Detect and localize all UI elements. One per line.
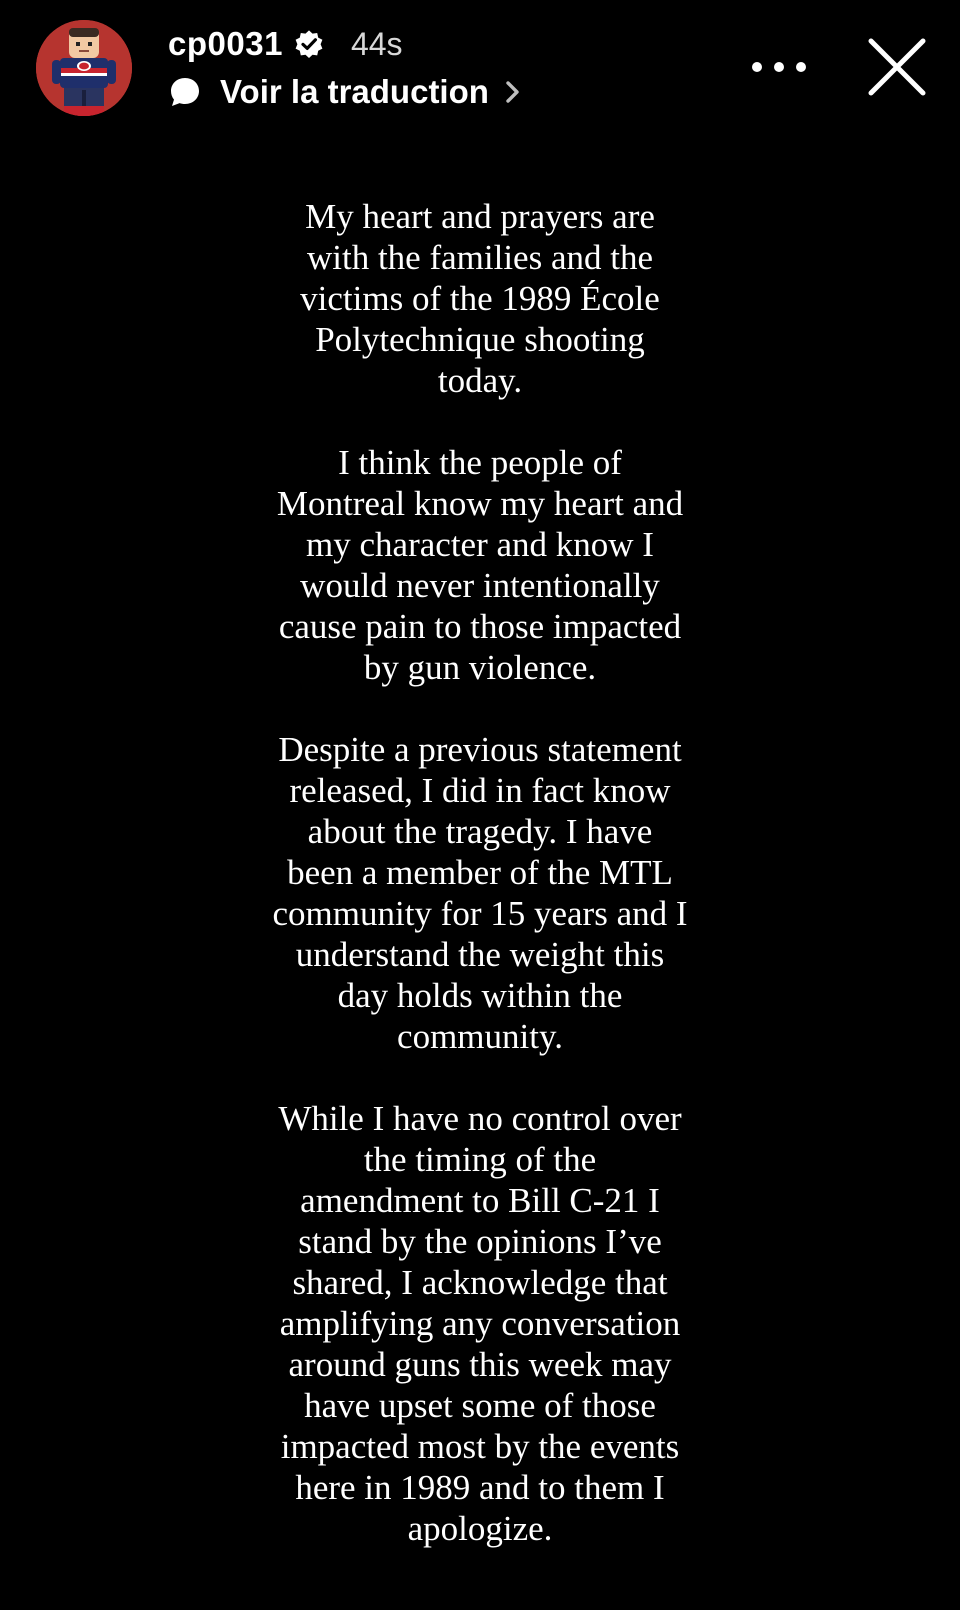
more-options-button[interactable]	[752, 50, 806, 84]
story-header	[0, 0, 960, 130]
username-row	[168, 22, 403, 66]
timestamp: 44s	[350, 25, 403, 62]
avatar[interactable]	[36, 20, 132, 116]
more-dot	[774, 62, 784, 72]
story-paragraph-3: Despite a previous statement released, I did in fact know about the tragedy. I have been a member of the MTL community for 15 years and I understand the weight this day holds within the community.	[272, 730, 688, 1056]
story-paragraph-4: While I have no control over the timing of the amendment to Bill C-21 I stand by the opinions I’ve shared, I acknowledge that amplifying any conversation around guns this week may have upset some of those impacted most by the events here in 1989 and to them I apologize.	[278, 1099, 682, 1548]
hockey-player-avatar-icon	[36, 20, 132, 116]
verified-badge-icon	[293, 28, 325, 60]
story-text-block	[235, 196, 725, 1549]
see-translation-label: Voir la traduction	[220, 73, 489, 110]
see-translation-link[interactable]	[168, 70, 523, 114]
more-dot	[796, 62, 806, 72]
story-paragraph-2: I think the people of Montreal know my heart and my character and know I would never intentionally cause pain to those impacted by gun violence.	[276, 443, 684, 687]
speech-bubble-icon	[168, 75, 202, 109]
more-dots-icon	[752, 62, 762, 72]
close-icon	[866, 36, 928, 98]
chevron-right-icon	[503, 78, 523, 106]
username[interactable]: cp0031	[168, 25, 283, 62]
close-button[interactable]	[866, 36, 928, 98]
story-paragraph-1: My heart and prayers are with the families and the victims of the 1989 École Polytechnique shooting today.	[300, 197, 660, 400]
